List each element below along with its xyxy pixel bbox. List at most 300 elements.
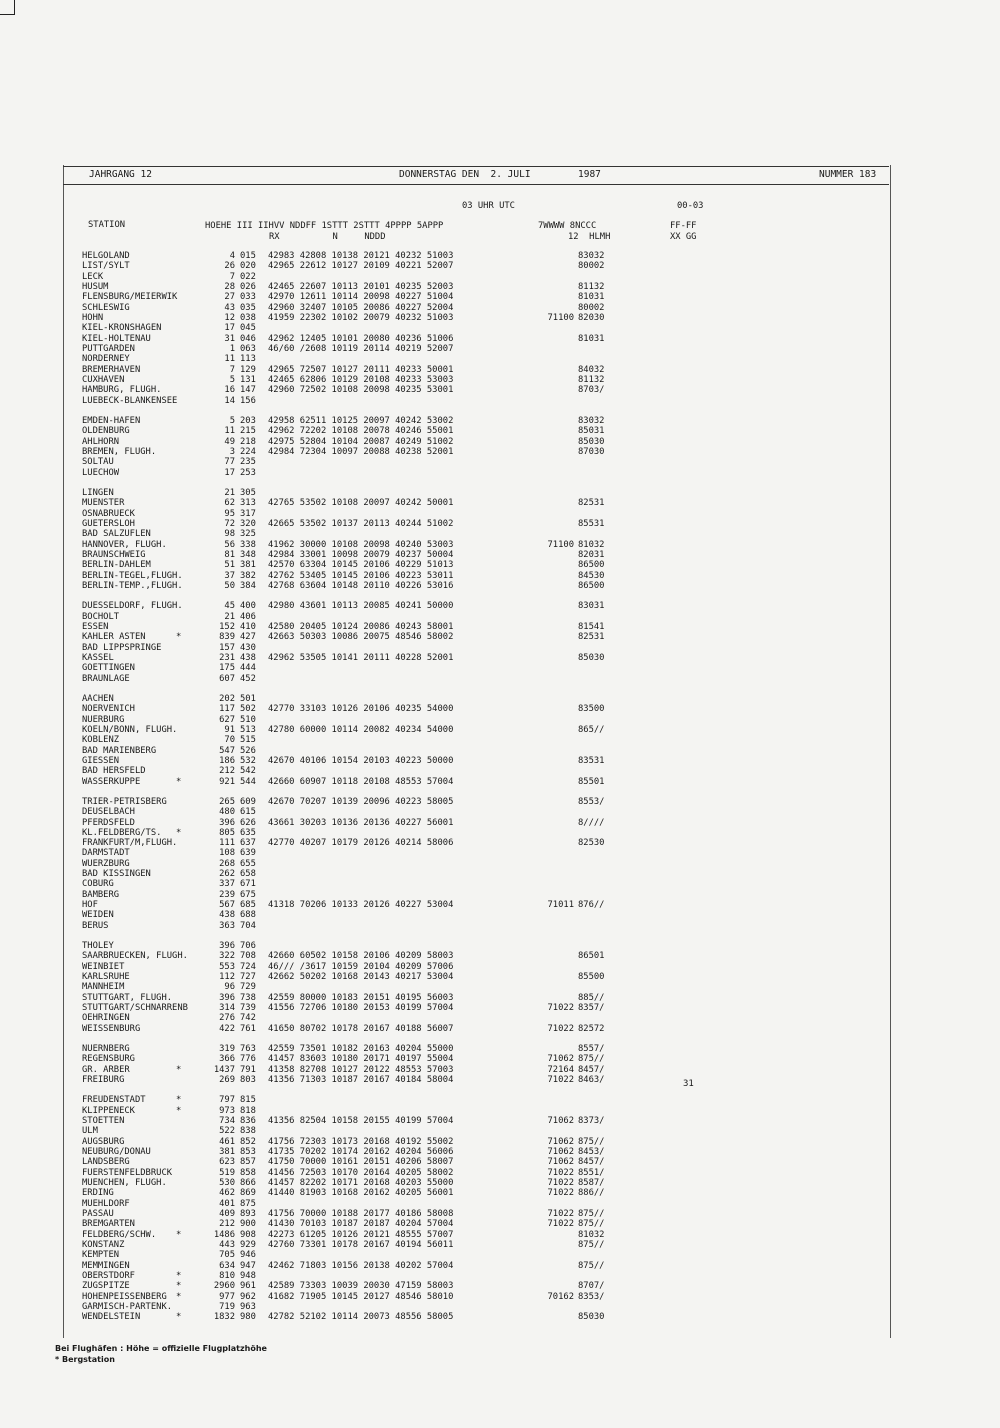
station-number: 253: [240, 467, 256, 478]
station-name: DEUSELBACH: [82, 807, 135, 818]
station-height: 401: [219, 1198, 235, 1209]
group-8nccc: 86500: [578, 580, 605, 591]
station-height: 62: [224, 498, 235, 509]
scan-mark: [0, 14, 14, 15]
group-7wwww: 71062: [547, 1054, 574, 1065]
station-name: AHLHORN: [82, 436, 120, 447]
station-name: MUEHLDORF: [82, 1198, 130, 1209]
table-row: [0, 519, 1000, 530]
group-7wwww: 71022: [547, 1188, 574, 1199]
observation-groups: 41457 83603 10180 20171 40197 55004: [268, 1054, 454, 1065]
station-number: 708: [240, 951, 256, 962]
station-number: 235: [240, 457, 256, 468]
station-number: 544: [240, 776, 256, 787]
station-name: BAD SALZUFLEN: [82, 529, 151, 540]
station-height: 37: [224, 570, 235, 581]
observation-groups: 41457 82202 10171 20168 40203 55000: [268, 1178, 454, 1189]
station-name: WENDELSTEIN: [82, 1312, 141, 1323]
observation-groups: 42975 52804 10104 20087 40249 51002: [268, 436, 454, 447]
station-number: 129: [240, 364, 256, 375]
group-8nccc: 875//: [578, 1260, 605, 1271]
station-number: 542: [240, 766, 256, 777]
station-name: KOBLENZ: [82, 735, 120, 746]
station-number: 838: [240, 1126, 256, 1137]
group-8nccc: 8457/: [578, 1064, 605, 1075]
station-name: KL.FELDBERG/TS.: [82, 827, 162, 838]
station-name: NUERNBERG: [82, 1044, 130, 1055]
group-7wwww: 71022: [547, 1219, 574, 1230]
station-name: GARMISCH-PARTENK.: [82, 1302, 173, 1313]
station-name: STUTTGART/SCHNARRENB: [82, 1003, 188, 1014]
station-height: 26: [224, 261, 235, 272]
group-8nccc: 85501: [578, 776, 605, 787]
station-name: KARLSRUHE: [82, 972, 130, 983]
observation-groups: 42770 33103 10126 20106 40235 54000: [268, 704, 454, 715]
station-height: 530: [219, 1178, 235, 1189]
station-number: 609: [240, 796, 256, 807]
station-name: MUENCHEN, FLUGH.: [82, 1178, 167, 1189]
station-number: 853: [240, 1147, 256, 1158]
observation-groups: 42665 53502 10137 20113 40244 51002: [268, 518, 454, 529]
station-height: 152: [219, 621, 235, 632]
station-number: 635: [240, 827, 256, 838]
group-8nccc: 85500: [578, 972, 605, 983]
table-row: [0, 622, 1000, 633]
station-number: 727: [240, 972, 256, 983]
station-number: 948: [240, 1271, 256, 1282]
station-number: 317: [240, 508, 256, 519]
observation-groups: 42663 50303 10086 20075 48546 58002: [268, 632, 454, 643]
station-height: 21: [224, 611, 235, 622]
group-8nccc: 81032: [578, 1229, 605, 1240]
station-name: NUERBURG: [82, 714, 125, 725]
station-name: KEMPTEN: [82, 1250, 120, 1261]
observation-groups: 42762 53405 10145 20106 40223 53011: [268, 570, 454, 581]
station-number: 113: [240, 354, 256, 365]
station-number: 020: [240, 261, 256, 272]
station-height: 522: [219, 1126, 235, 1137]
observation-groups: 42962 72202 10108 20078 40246 55001: [268, 426, 454, 437]
station-height: 480: [219, 807, 235, 818]
group-8nccc: 8557/: [578, 1044, 605, 1055]
group-header-2b: XX GG: [670, 232, 697, 242]
station-number: 739: [240, 1003, 256, 1014]
station-number: 671: [240, 879, 256, 890]
station-height: 396: [219, 941, 235, 952]
observation-groups: 42782 52102 10114 20073 48556 58005: [268, 1312, 454, 1323]
group-7wwww: 71062: [547, 1116, 574, 1127]
station-height: 396: [219, 992, 235, 1003]
group-header-1: 7WWWW 8NCCC: [538, 221, 597, 231]
station-height: 705: [219, 1250, 235, 1261]
observation-groups: 41962 30000 10108 20098 40240 53003: [268, 539, 454, 550]
station-number: 131: [240, 374, 256, 385]
group-8nccc: 8553/: [578, 796, 605, 807]
station-height: 50: [224, 580, 235, 591]
station-name: LIST/SYLT: [82, 261, 130, 272]
group-7wwww: 71022: [547, 1003, 574, 1014]
group-8nccc: 8////: [578, 817, 605, 828]
station-height: 51: [224, 560, 235, 571]
group-8nccc: 886//: [578, 1188, 605, 1199]
observation-groups: 41682 71905 10145 20127 48546 58010: [268, 1291, 454, 1302]
observation-groups: 42589 73303 10039 20030 47159 58003: [268, 1281, 454, 1292]
observation-groups: 42770 40207 10179 20126 40214 58006: [268, 838, 454, 849]
jahrgang: JAHRGANG 12: [89, 169, 152, 180]
station-number: 963: [240, 1302, 256, 1313]
observation-groups: 41650 80702 10178 20167 40188 56007: [268, 1023, 454, 1034]
station-height: 265: [219, 796, 235, 807]
code-header-1: HOEHE III IIHVV NDDFF 1STTT 2STTT 4PPPP 5APPP: [205, 221, 444, 231]
group-8nccc: 83031: [578, 601, 605, 612]
observation-groups: 46/60 /2608 10119 20114 40219 52007: [268, 343, 454, 354]
station-height: 314: [219, 1003, 235, 1014]
station-name: ESSEN: [82, 621, 109, 632]
observation-groups: 42960 32407 10105 20086 40227 52004: [268, 302, 454, 313]
station-name: KAHLER ASTEN: [82, 632, 146, 643]
station-name: BERLIN-TEGEL,FLUGH.: [82, 570, 183, 581]
table-row: [0, 777, 1000, 788]
station-height: 12: [224, 312, 235, 323]
station-height: 977: [219, 1291, 235, 1302]
station-number: 438: [240, 652, 256, 663]
station-name: PFERDSFELD: [82, 817, 135, 828]
group-7wwww: 71022: [547, 1023, 574, 1034]
observation-groups: 42670 70207 10139 20096 40223 58005: [268, 796, 454, 807]
bergstation-marker: *: [176, 1312, 182, 1323]
bergstation-marker: *: [176, 1291, 182, 1302]
group-8nccc: 8587/: [578, 1178, 605, 1189]
station-number: 961: [240, 1281, 256, 1292]
group-8nccc: 85031: [578, 426, 605, 437]
observation-groups: 42960 72502 10108 20098 40235 53001: [268, 385, 454, 396]
station-name: HOF: [82, 900, 98, 911]
station-name: GUETERSLOH: [82, 518, 135, 529]
station-height: 117: [219, 704, 235, 715]
station-number: 501: [240, 693, 256, 704]
station-name: HAMBURG, FLUGH.: [82, 385, 162, 396]
station-name: OBERSTDORF: [82, 1271, 135, 1282]
station-name: FUERSTENFELDBRUCK: [82, 1167, 173, 1178]
station-number: 325: [240, 529, 256, 540]
station-name: HOHENPEISSENBERG: [82, 1291, 167, 1302]
observation-groups: 41735 70202 10174 20162 40204 56006: [268, 1147, 454, 1158]
table-row: [0, 900, 1000, 911]
station-name: AUGSBURG: [82, 1136, 125, 1147]
group-8nccc: 876//: [578, 900, 605, 911]
station-height: 21: [224, 487, 235, 498]
station-height: 1832: [213, 1312, 235, 1323]
station-name: BRAUNSCHWEIG: [82, 549, 146, 560]
station-number: 224: [240, 446, 256, 457]
station-name: MUENSTER: [82, 498, 125, 509]
station-height: 81: [224, 549, 235, 560]
observation-groups: 46/// /3617 10159 20104 40209 57006: [268, 961, 454, 972]
station-number: 908: [240, 1229, 256, 1240]
station-name: KASSEL: [82, 652, 114, 663]
station-name: DARMSTADT: [82, 848, 130, 859]
station-height: 45: [224, 601, 235, 612]
station-height: 409: [219, 1209, 235, 1220]
observation-groups: 42660 60502 10158 20106 40209 58003: [268, 951, 454, 962]
station-number: 857: [240, 1157, 256, 1168]
station-name: FLENSBURG/MEIERWIK: [82, 292, 178, 303]
station-height: 547: [219, 745, 235, 756]
station-number: 515: [240, 735, 256, 746]
station-height: 797: [219, 1095, 235, 1106]
station-name: KOELN/BONN, FLUGH.: [82, 724, 178, 735]
observation-groups: 42273 61205 10126 20121 48555 57007: [268, 1229, 454, 1240]
observation-groups: 42984 33001 10098 20079 40237 50004: [268, 549, 454, 560]
station-number: 615: [240, 807, 256, 818]
station-name: COBURG: [82, 879, 114, 890]
station-height: 202: [219, 693, 235, 704]
station-height: 1486: [213, 1229, 235, 1240]
table-row: [0, 807, 1000, 818]
bergstation-marker: *: [176, 1281, 182, 1292]
station-number: 946: [240, 1250, 256, 1261]
station-height: 627: [219, 714, 235, 725]
station-number: 320: [240, 518, 256, 529]
table-row: [0, 396, 1000, 407]
station-height: 231: [219, 652, 235, 663]
station-number: 866: [240, 1178, 256, 1189]
station-name: DUESSELDORF, FLUGH.: [82, 601, 183, 612]
observation-groups: 42760 73301 10178 20167 40194 56011: [268, 1240, 454, 1251]
station-name: MEMMINGEN: [82, 1260, 130, 1271]
group-8nccc: 8551/: [578, 1167, 605, 1178]
observation-groups: 42768 63604 10148 20110 40226 53016: [268, 580, 454, 591]
group-8nccc: 80002: [578, 302, 605, 313]
station-height: 3: [229, 446, 235, 457]
observation-groups: 42462 71803 10156 20138 40202 57004: [268, 1260, 454, 1271]
group-7wwww: 70162: [547, 1291, 574, 1302]
station-number: 218: [240, 436, 256, 447]
station-name: KLIPPENECK: [82, 1105, 135, 1116]
group-7wwww: 71022: [547, 1209, 574, 1220]
station-name: TRIER-PETRISBERG: [82, 796, 167, 807]
station-name: ERDING: [82, 1188, 114, 1199]
station-header: STATION: [88, 220, 126, 230]
station-name: OSNABRUECK: [82, 508, 135, 519]
station-name: KONSTANZ: [82, 1240, 125, 1251]
group-8nccc: 80002: [578, 261, 605, 272]
station-height: 43: [224, 302, 235, 313]
station-name: REGENSBURG: [82, 1054, 135, 1065]
station-number: 742: [240, 1013, 256, 1024]
station-height: 519: [219, 1167, 235, 1178]
station-name: LUEBECK-BLANKENSEE: [82, 395, 178, 406]
station-number: 947: [240, 1260, 256, 1271]
station-number: 729: [240, 982, 256, 993]
station-number: 761: [240, 1023, 256, 1034]
station-height: 921: [219, 776, 235, 787]
table-row: [0, 1075, 1000, 1086]
station-name: OLDENBURG: [82, 426, 130, 437]
group-7wwww: 71011: [547, 900, 574, 911]
group-8nccc: 8357/: [578, 1003, 605, 1014]
group-8nccc: 8707/: [578, 1281, 605, 1292]
station-number: 381: [240, 560, 256, 571]
table-row: [0, 1312, 1000, 1323]
station-height: 2960: [213, 1281, 235, 1292]
station-height: 157: [219, 642, 235, 653]
station-height: 319: [219, 1044, 235, 1055]
bergstation-marker: *: [176, 632, 182, 643]
station-height: 438: [219, 910, 235, 921]
group-7wwww: 71100: [547, 539, 574, 550]
station-height: 70: [224, 735, 235, 746]
station-name: BREMGARTEN: [82, 1219, 135, 1230]
group-8nccc: 875//: [578, 1054, 605, 1065]
bergstation-marker: *: [176, 1064, 182, 1075]
group-7wwww: 71062: [547, 1157, 574, 1168]
table-row: [0, 581, 1000, 592]
group-8nccc: 83032: [578, 251, 605, 261]
station-height: 91: [224, 724, 235, 735]
observation-groups: 42660 60907 10118 20108 48553 57004: [268, 776, 454, 787]
group-8nccc: 82572: [578, 1023, 605, 1034]
group-header-1b: 12 HLMH: [568, 232, 611, 242]
station-number: 444: [240, 663, 256, 674]
time-label: 03 UHR UTC: [462, 201, 515, 211]
station-height: 96: [224, 982, 235, 993]
station-height: 462: [219, 1188, 235, 1199]
observation-groups: 41456 72503 10170 20164 40205 58002: [268, 1167, 454, 1178]
station-height: 186: [219, 755, 235, 766]
station-height: 1437: [213, 1064, 235, 1075]
table-row: [0, 993, 1000, 1004]
station-number: 215: [240, 426, 256, 437]
group-8nccc: 83032: [578, 415, 605, 426]
station-height: 111: [219, 838, 235, 849]
station-height: 973: [219, 1105, 235, 1116]
station-number: 430: [240, 642, 256, 653]
station-number: 704: [240, 920, 256, 931]
station-number: 815: [240, 1095, 256, 1106]
group-8nccc: 85030: [578, 652, 605, 663]
observation-groups: 42965 22612 10127 20109 40221 52007: [268, 261, 454, 272]
station-number: 015: [240, 251, 256, 261]
group-7wwww: 71062: [547, 1147, 574, 1158]
station-height: 16: [224, 385, 235, 396]
station-number: 763: [240, 1044, 256, 1055]
station-name: HUSUM: [82, 281, 109, 292]
station-number: 033: [240, 292, 256, 303]
station-height: 1: [229, 343, 235, 354]
observation-groups: 42965 72507 10127 20111 40233 50001: [268, 364, 454, 375]
observation-groups: 42983 42808 10138 20121 40232 51003: [268, 251, 454, 261]
station-name: FREIBURG: [82, 1075, 125, 1086]
group-8nccc: 875//: [578, 1136, 605, 1147]
station-number: 510: [240, 714, 256, 725]
station-number: 313: [240, 498, 256, 509]
station-height: 443: [219, 1240, 235, 1251]
station-height: 422: [219, 1023, 235, 1034]
station-height: 95: [224, 508, 235, 519]
group-8nccc: 81132: [578, 281, 605, 292]
station-number: 532: [240, 755, 256, 766]
station-number: 639: [240, 848, 256, 859]
observation-groups: 42962 53505 10141 20111 40228 52001: [268, 652, 454, 663]
station-name: WEIDEN: [82, 910, 114, 921]
station-name: LINGEN: [82, 487, 114, 498]
observation-groups: 42570 63304 10145 20106 40229 51013: [268, 560, 454, 571]
station-number: 776: [240, 1054, 256, 1065]
station-height: 634: [219, 1260, 235, 1271]
station-name: WUERZBURG: [82, 858, 130, 869]
station-number: 063: [240, 343, 256, 354]
station-name: FELDBERG/SCHW.: [82, 1229, 157, 1240]
bergstation-marker: *: [176, 1095, 182, 1106]
station-number: 305: [240, 487, 256, 498]
observation-groups: 42780 60000 10114 20082 40234 54000: [268, 724, 454, 735]
table-row: [0, 1095, 1000, 1106]
station-number: 427: [240, 632, 256, 643]
observation-groups: 41356 71303 10187 20167 40184 58004: [268, 1075, 454, 1086]
group-8nccc: 81032: [578, 539, 605, 550]
table-row: [0, 468, 1000, 479]
station-number: 384: [240, 580, 256, 591]
station-height: 5: [229, 374, 235, 385]
station-height: 11: [224, 354, 235, 365]
station-height: 112: [219, 972, 235, 983]
group-8nccc: 84032: [578, 364, 605, 375]
station-height: 77: [224, 457, 235, 468]
observation-groups: 42765 53502 10108 20097 40242 50001: [268, 498, 454, 509]
station-height: 239: [219, 889, 235, 900]
station-number: 147: [240, 385, 256, 396]
station-name: SOLTAU: [82, 457, 114, 468]
group-8nccc: 87030: [578, 446, 605, 457]
group-8nccc: 81541: [578, 621, 605, 632]
station-number: 502: [240, 704, 256, 715]
station-height: 56: [224, 539, 235, 550]
station-name: WEINBIET: [82, 961, 125, 972]
station-name: HOHN: [82, 312, 104, 323]
observation-groups: 41756 72303 10173 20168 40192 55002: [268, 1136, 454, 1147]
code-header-2: RX N NDDD: [269, 232, 386, 242]
station-height: 31: [224, 333, 235, 344]
station-name: BAD KISSINGEN: [82, 869, 151, 880]
station-number: 348: [240, 549, 256, 560]
station-number: 818: [240, 1105, 256, 1116]
observation-groups: 41750 70000 10161 20151 40206 58007: [268, 1157, 454, 1168]
station-number: 338: [240, 539, 256, 550]
table-row: [0, 921, 1000, 932]
observation-groups: 41959 22302 10102 20079 40232 51003: [268, 312, 454, 323]
group-8nccc: 81031: [578, 292, 605, 303]
table-row: [0, 1188, 1000, 1199]
station-name: BAMBERG: [82, 889, 120, 900]
station-number: 675: [240, 889, 256, 900]
bergstation-marker: *: [176, 1105, 182, 1116]
table-row: [0, 1024, 1000, 1035]
station-height: 108: [219, 848, 235, 859]
station-number: 655: [240, 858, 256, 869]
station-name: BAD MARIENBERG: [82, 745, 157, 756]
station-number: 738: [240, 992, 256, 1003]
group-7wwww: 71022: [547, 1167, 574, 1178]
observation-groups: 42970 12611 10114 20098 40227 51004: [268, 292, 454, 303]
station-name: BREMEN, FLUGH.: [82, 446, 157, 457]
group-7wwww: 71100: [547, 312, 574, 323]
group-8nccc: 86500: [578, 560, 605, 571]
station-name: THOLEY: [82, 941, 114, 952]
station-name: HELGOLAND: [82, 251, 130, 261]
station-height: 17: [224, 467, 235, 478]
group-8nccc: 875//: [578, 1240, 605, 1251]
